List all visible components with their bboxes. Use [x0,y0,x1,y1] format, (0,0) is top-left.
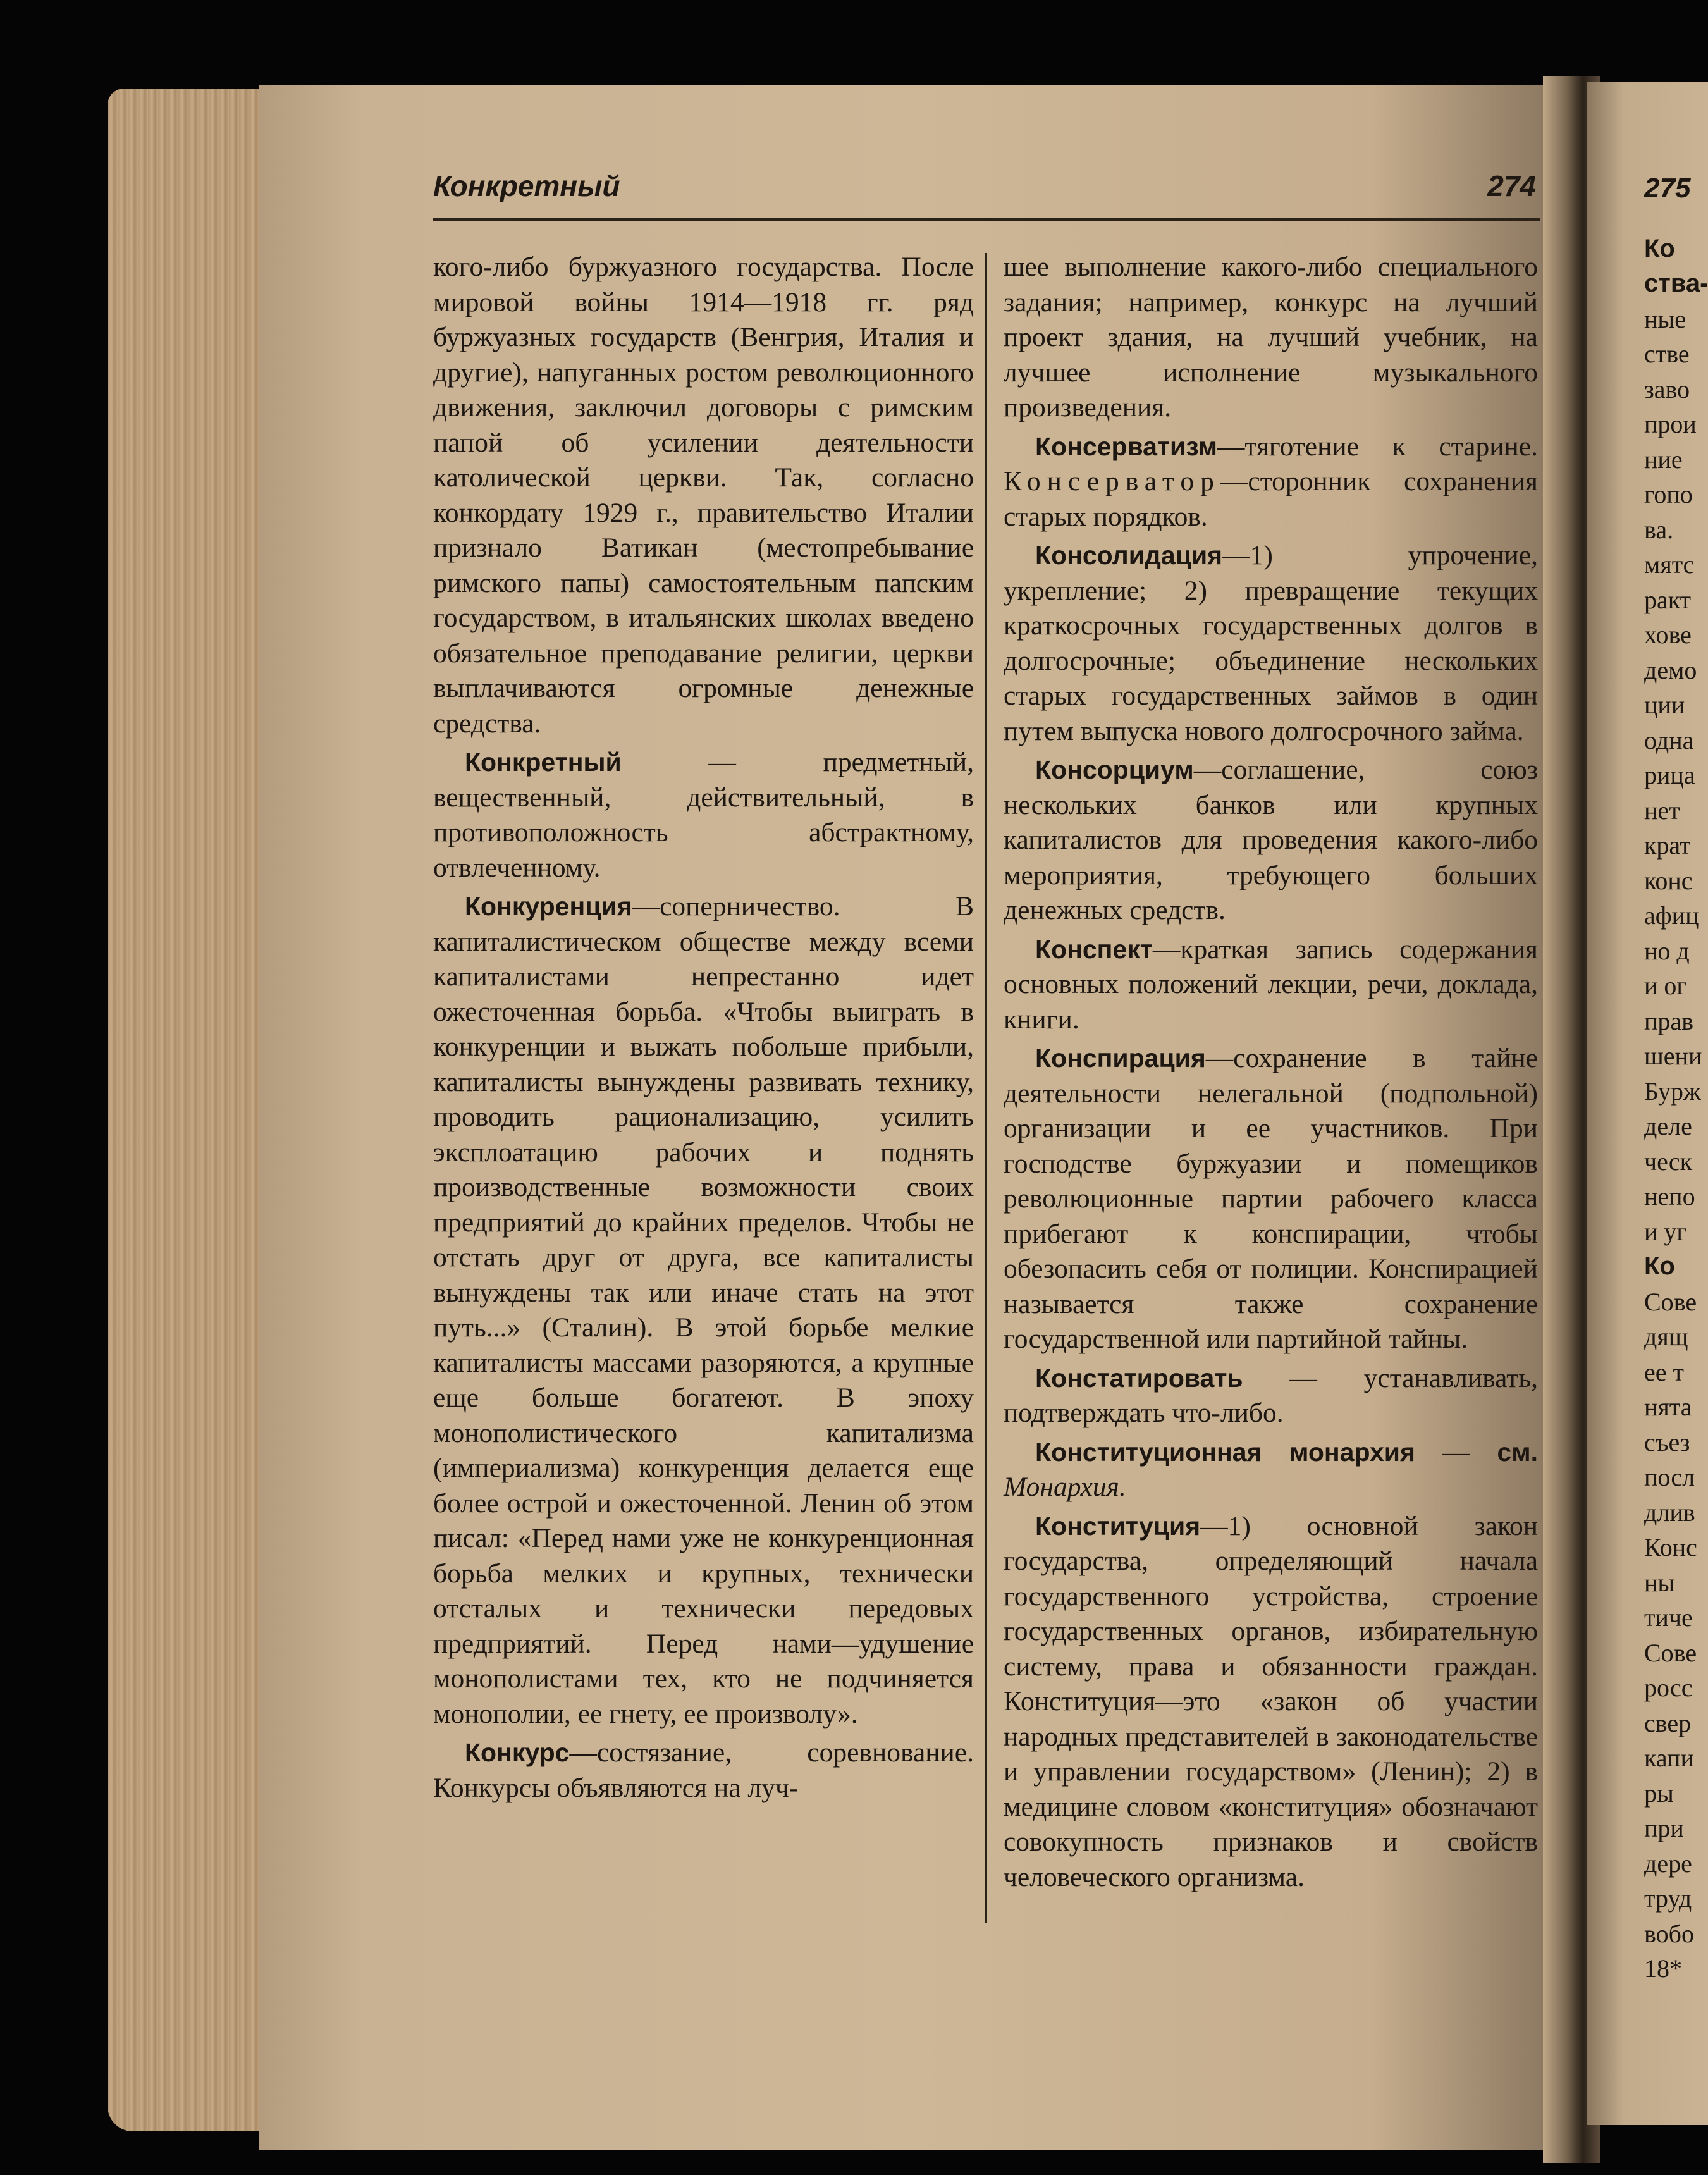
entry-term: Констатировать [1035,1363,1243,1393]
entry-term: Консерватизм [1035,431,1217,461]
text-fragment: Сове [1644,1287,1697,1316]
entry-konservatizm: Консерватизм—тяготение к старине. Консерватор—сторонник сохранения старых порядков. [1004,431,1538,532]
entry-term: Конкуренция [465,892,632,921]
text-fragment: деле [1644,1112,1692,1140]
text-fragment: капи [1644,1744,1694,1772]
text-fragment: ства- [1644,269,1708,297]
text-fragment: ры [1644,1778,1674,1808]
entry-term: Конституция [1035,1511,1201,1541]
text-fragment: нята [1644,1393,1692,1421]
text-fragment: ее т [1644,1357,1684,1386]
entry-konsolidatsiya: Консолидация—1) упрочение, укрепление; 2) превращение текущих краткосрочных государственных долгов в долгосрочные; объединение нескольких старых государственных займов в один путем выпуска нового долгосрочного займа. [1004,540,1538,746]
next-page-fragment [1644,171,1708,1987]
text-fragment: ции [1644,691,1685,719]
text-fragment: Бурж [1644,1076,1701,1106]
entry-definition: —соперничество. В капиталистическом обществе между всеми капиталистами непрестанно идет ожесточенная борьба. «Чтобы выиграть в конкуренции и выжать побольше прибыли, капиталисты вынуждены развивать технику, проводить рационализацию, усилить эксплоатацию рабочих и поднять производственные возможности своих предприятий до крайних пределов. Чтобы не отстать друг от друга, все капиталисты вынуждены так или иначе стать на этот путь...» (Сталин). В этой борьбе мелкие капиталисты массами разоряются, а крупные еще больше богатеют. В эпоху монополистического капитализма (империализма) конкуренция делается еще более острой и ожесточенной. Ленин об этом писал: «Перед нами уже не конкуренционная борьба мелких и крупных, технически отсталых и технически передовых предприятий. Перед нами—удушение монополистами тех, кто не подчиняется монополии, ее гнету, ее произволу». [433,891,974,1729]
text-fragment: длив [1644,1498,1695,1527]
text-fragment: шени [1644,1042,1702,1070]
text-fragment: свер [1644,1708,1692,1737]
text-fragment: росс [1644,1673,1693,1702]
text-fragment: нет [1644,796,1680,825]
text-fragment: дере [1644,1849,1692,1878]
entry-term: Конспирация [1035,1044,1206,1073]
text-fragment: ва. [1644,515,1674,544]
text-fragment: Ко [1644,234,1675,262]
text-fragment: труд [1644,1884,1692,1913]
right-column [1004,250,1538,1895]
text-fragment: Сове [1644,1638,1697,1667]
text-fragment: мятс [1644,550,1695,579]
entry-definition: — предметный, вещественный, действительный, в противоположность абстрактному, отвлеченному. [433,747,974,883]
text-fragment: ческ [1644,1147,1693,1176]
text-fragment: посл [1644,1463,1695,1491]
text-fragment: заво [1644,374,1690,404]
page-header [433,161,1540,221]
text-fragment: ные [1644,304,1686,333]
entry-term: Конспект [1035,934,1153,964]
text-fragment: вобо [1644,1919,1694,1948]
text-fragment: демо [1644,655,1697,684]
entry-konstatirovat: Констатировать — устанавливать, подтверждать что-либо. [1004,1362,1538,1428]
entry-konkurs [433,1735,974,1806]
page-number: 274 [1487,169,1536,202]
entry-konspekt: Конспект—краткая запись содержания основных положений лекции, речи, доклада, книги. [1004,933,1538,1035]
text-fragment: прои [1644,410,1697,438]
text-fragment: тиче [1644,1603,1693,1632]
text-fragment: Конс [1644,1533,1697,1562]
next-page-text [1644,231,1708,1987]
entry-konsortsium: Консорциум—соглашение, союз нескольких банков или крупных капиталистов для проведения какого-либо мероприятия, требующего больших денежных средств. [1004,755,1538,925]
entry-continuation: кого-либо буржуазного государства. После мировой войны 1914—1918 гг. ряд буржуазных государств (Венгрия, Италия и другие), напуганных ростом революционного движения, заключил договоры с римским папой об усилении деятельности католической церкви. Так, согласно конкордату 1929 г., правительство Италии признало Ватикан (местопребывание римского папы) самостоятельным папским государством, в итальянских школах введено обязательное преподавание религии, церкви выплачиваются огромные денежные средства. [433,252,974,739]
entry-continuation: шее выполнение какого-либо специального задания; например, конкурс на лучший проект здания, на лучший учебник, на лучшее исполнение музыкального произведения. [1004,252,1538,422]
text-fragment: стве [1644,340,1690,368]
entry-definition: —состязание, соревнование. Конкурсы объявляются на луч- [433,1737,974,1803]
text-fragment: ракт [1644,585,1692,614]
text-fragment: крат [1644,831,1691,860]
text-fragment: 18* [1644,1954,1682,1983]
entry-konkurentsiya [433,889,974,1732]
next-page-number: 275 [1644,173,1691,204]
entry-konspiratsiya: Конспирация—сохранение в тайне деятельности нелегальной (подпольной) организации и ее участников. При господстве буржуазии и помещиков революционные партии рабочего класса прибегают к конспирации, чтобы обезопасить себя от полиции. Конспирацией называется также сохранение государственной или партийной тайны. [1004,1043,1538,1354]
column-divider [985,253,987,1923]
text-fragment: ние [1644,445,1683,474]
sub-term: Консерватор [1004,466,1220,496]
text-fragment: афиц [1644,901,1699,930]
entry-term: Конкретный [465,748,622,777]
entry-konstitutsiya: Конституция—1) основной закон государства, определяющий начала государственного устройства, строение государственных органов, избирательную систему, права и обязанности граждан. Конституция—это «закон об участии народных представителей в законодательстве и управлении государством» (Ленин); 2) в медицине словом «конституция» обозначают совокупность признаков и свойств человеческого организма. [1004,1510,1538,1892]
text-fragment: и уг [1644,1217,1687,1246]
text-fragment: Ко [1644,1252,1675,1280]
text-fragment: хове [1644,620,1692,649]
text-fragment: и ог [1644,971,1687,1000]
left-column [433,250,974,1806]
text-fragment: непо [1644,1182,1695,1211]
entry-term: Консолидация [1035,541,1223,570]
entry-term: Консорциум [1035,755,1194,784]
text-fragment: рица [1644,761,1695,789]
entry-konstitutsionnaya-monarkhiya: Конституционная монархия — см. Монархия. [1004,1436,1538,1502]
see-also: см. [1497,1437,1538,1467]
entry-konkretny [433,745,974,885]
text-fragment: дящ [1644,1322,1688,1351]
text-fragment: прав [1644,1006,1694,1035]
text-fragment: гопо [1644,480,1693,508]
cross-reference: Монархия. [1004,1472,1126,1502]
entry-term: Конституционная монархия [1035,1437,1415,1467]
text-fragment: конс [1644,866,1693,895]
text-fragment: при [1644,1814,1684,1842]
text-fragment: ны [1644,1568,1675,1597]
text-fragment: съез [1644,1427,1690,1457]
text-fragment: но д [1644,936,1690,965]
entry-term: Конкурс [465,1738,570,1767]
text-fragment: одна [1644,725,1694,755]
running-head: Конкретный [433,169,620,202]
